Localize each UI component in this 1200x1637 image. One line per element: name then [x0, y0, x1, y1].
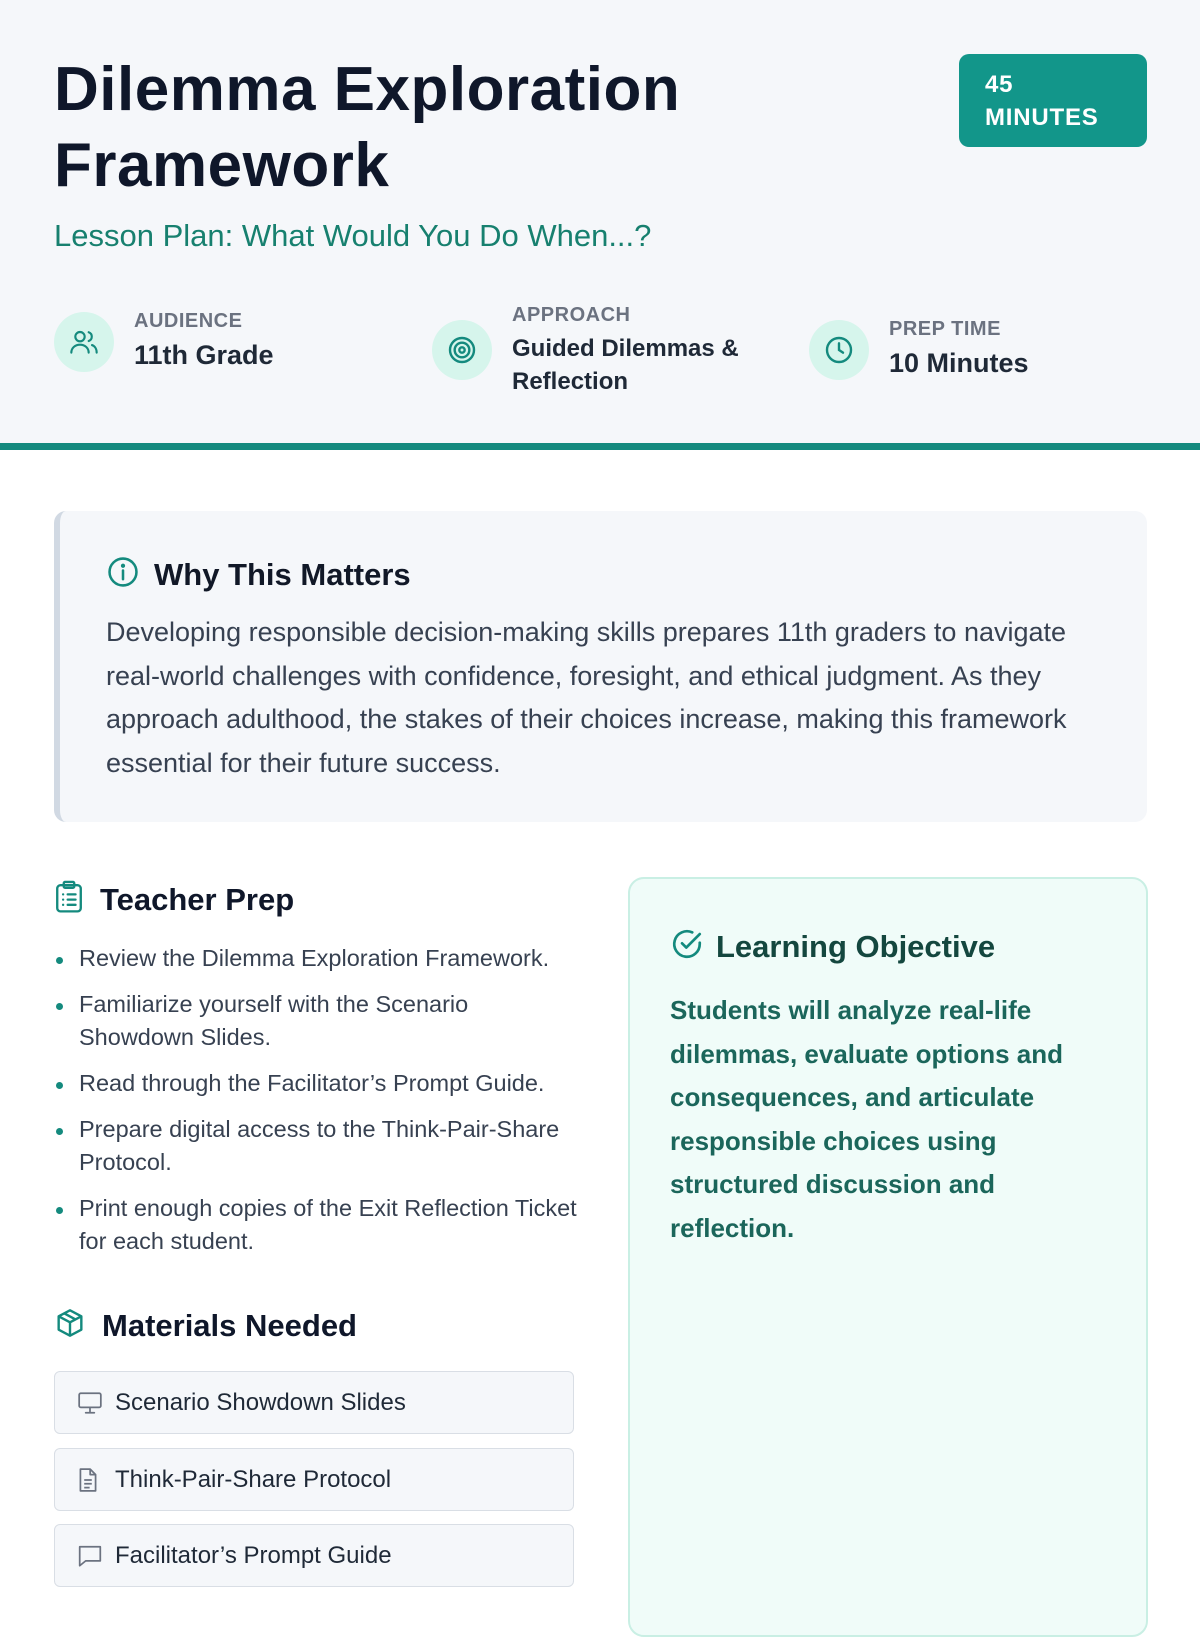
why-title: Why This Matters — [154, 556, 411, 592]
objective-title: Learning Objective — [716, 928, 996, 964]
chat-icon — [77, 1543, 103, 1569]
objective-header — [670, 927, 995, 966]
users-icon — [54, 312, 114, 372]
list-item: Read through the Facilitator’s Prompt Guide. — [54, 1067, 584, 1100]
material-label: Scenario Showdown Slides — [115, 1388, 406, 1416]
meta-value: 10 Minutes — [889, 348, 1029, 378]
material-item[interactable] — [54, 1371, 574, 1434]
duration-unit: MINUTES — [985, 104, 1099, 131]
list-item: Prepare digital access to the Think-Pair-Share Protocol. — [54, 1113, 584, 1179]
list-item: Familiarize yourself with the Scenario Showdown Slides. — [54, 988, 584, 1054]
objective-text: Students will analyze real-life dilemmas, evaluate options and consequences, and articulate responsible choices using structured discussion and reflection. — [670, 995, 1063, 1243]
learning-objective-card — [628, 877, 1148, 1637]
meta-audience — [54, 300, 384, 400]
material-label: Think-Pair-Share Protocol — [115, 1465, 392, 1493]
teacher-prep-title: Teacher Prep — [100, 881, 295, 917]
target-icon — [432, 320, 492, 380]
materials-header — [54, 1307, 357, 1344]
clock-icon — [809, 320, 869, 380]
meta-value: 11th Grade — [134, 340, 274, 370]
materials-title: Materials Needed — [102, 1307, 357, 1343]
teacher-prep-header — [54, 880, 294, 919]
meta-prep-time — [809, 300, 1139, 400]
page-subtitle: Lesson Plan: What Would You Do When...? — [54, 218, 652, 253]
list-item: Print enough copies of the Exit Reflection Ticket for each student. — [54, 1192, 584, 1258]
page-header — [0, 0, 1200, 450]
why-header — [106, 555, 411, 594]
duration-number: 45 — [985, 71, 1014, 98]
meta-label: AUDIENCE — [134, 310, 243, 332]
material-item[interactable] — [54, 1524, 574, 1587]
material-label: Facilitator’s Prompt Guide — [115, 1541, 392, 1569]
material-item[interactable] — [54, 1448, 574, 1511]
why-text: Developing responsible decision-making skills prepares 11th graders to navigate real-world challenges with confidence, foresight, and ethical judgment. As they approach adulthood, the stakes of their choices increase, making this framework essential for their future success. — [106, 617, 1067, 778]
clipboard-icon — [54, 880, 84, 919]
why-this-matters-card — [54, 511, 1147, 822]
meta-value: Guided Dilemmas & Reflection — [512, 335, 739, 395]
meta-label: PREP TIME — [889, 318, 1001, 340]
document-icon — [77, 1467, 103, 1493]
list-item: Review the Dilemma Exploration Framework. — [54, 942, 584, 975]
meta-approach — [432, 300, 772, 400]
info-icon — [106, 555, 140, 594]
box-icon — [54, 1307, 86, 1344]
monitor-icon — [77, 1390, 103, 1416]
duration-badge — [959, 54, 1147, 147]
teacher-prep-list — [54, 942, 584, 1271]
check-circle-icon — [670, 927, 704, 966]
page-title: Dilemma Exploration Framework — [54, 55, 681, 200]
meta-label: APPROACH — [512, 304, 631, 326]
